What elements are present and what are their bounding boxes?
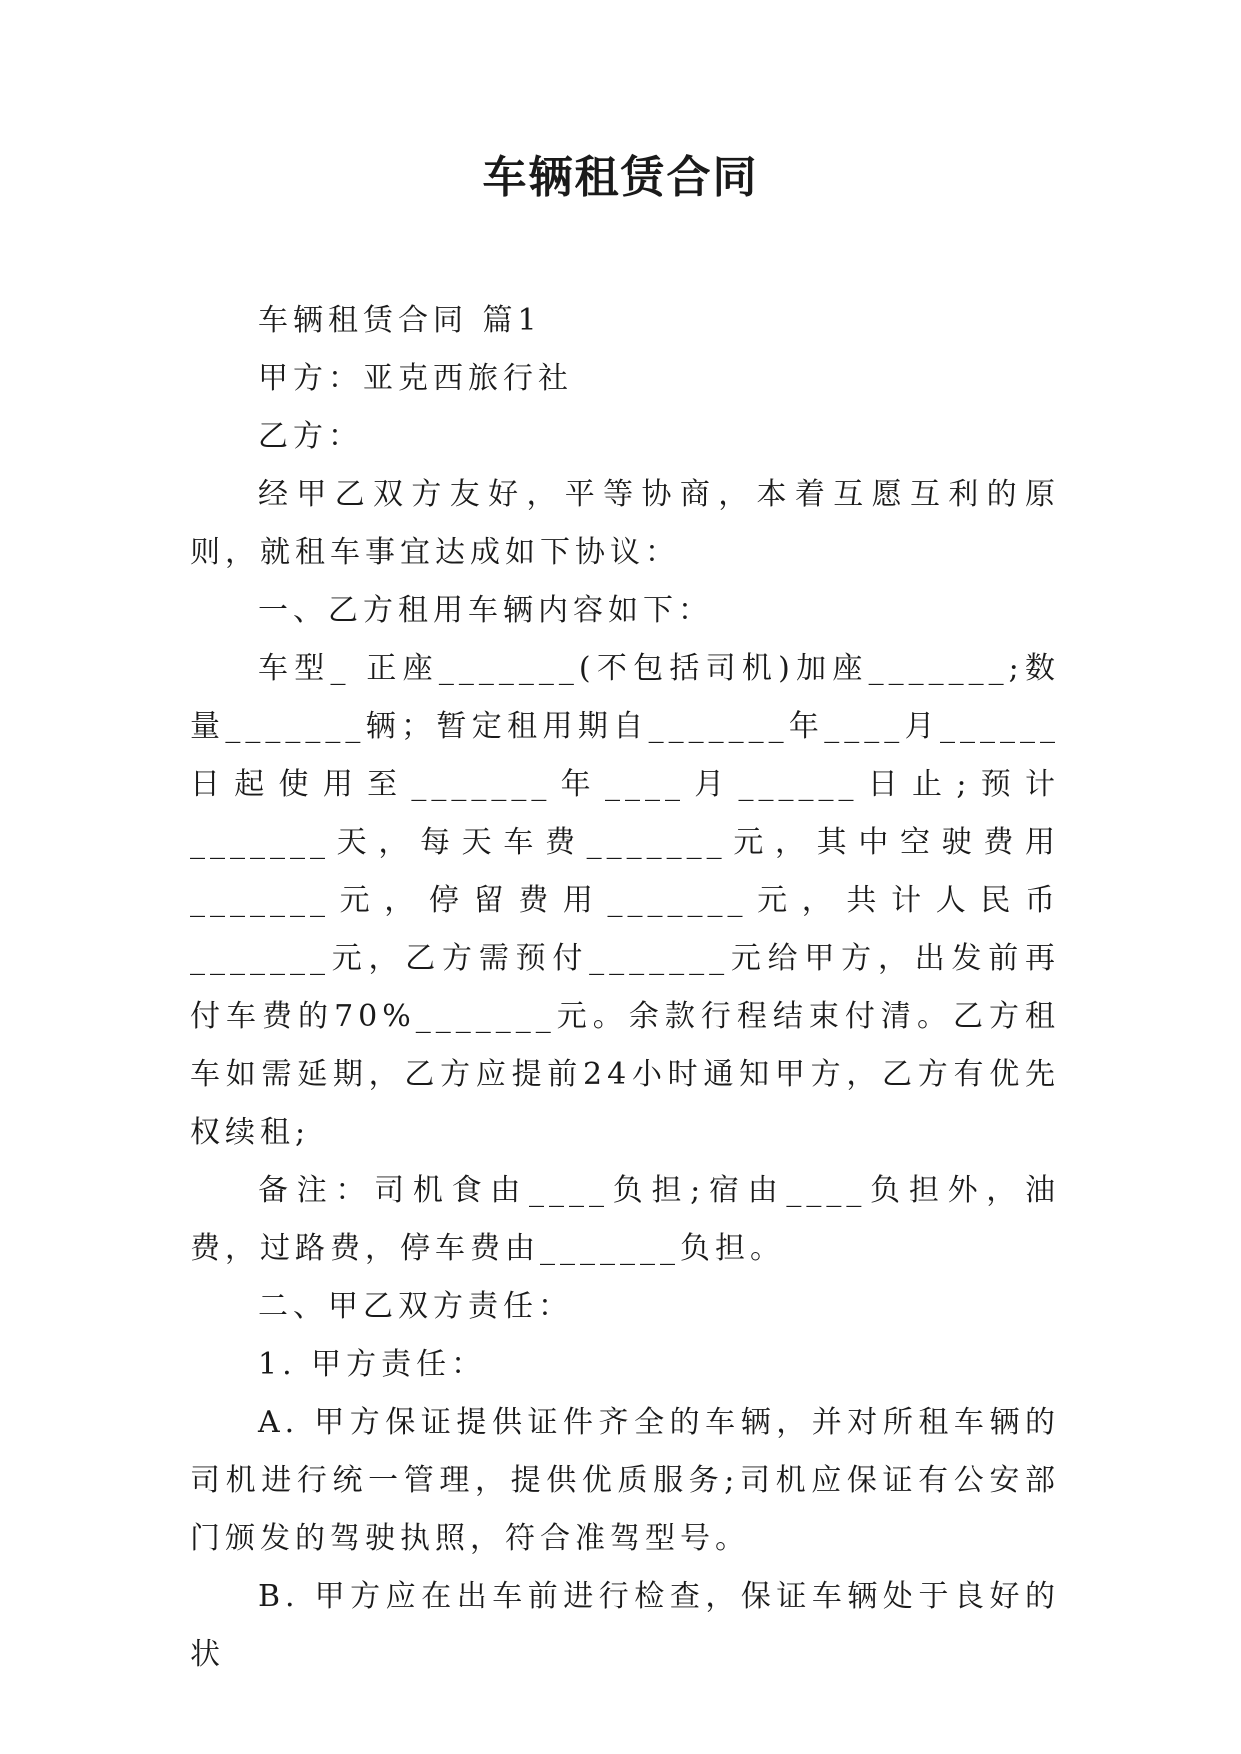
preamble-paragraph: 经甲乙双方友好，平等协商，本着互愿互利的原则，就租车事宜达成如下协议： xyxy=(190,477,1060,570)
duty-b-paragraph: B. 甲方应在出车前进行检查，保证车辆处于良好的状 xyxy=(190,1579,1060,1672)
document-body xyxy=(190,292,1060,1684)
document-title: 车辆租赁合同 xyxy=(482,152,759,203)
remarks-paragraph: 备注：司机食由____负担;宿由____负担外，油费，过路费，停车费由_______负担。 xyxy=(190,1173,1060,1266)
clause-2-heading: 二、甲乙双方责任： xyxy=(258,1289,573,1324)
rental-terms-paragraph: 车型_ 正座_______(不包括司机)加座_______;数量_______辆；暂定租用期自_______年____月______日起使用至_______年____月______日止;预计_______天，每天车费_______元，其中空驶费用_______元，停留费用_______元，共计人民币_______元，乙方需预付_______元给甲方，出发前再付车费的70%_______元。余款行程结束付清。乙方租车如需延期，乙方应提前24小时通知甲方，乙方有优先权续租; xyxy=(190,651,1060,1150)
duty-a-paragraph: A. 甲方保证提供证件齐全的车辆，并对所租车辆的司机进行统一管理，提供优质服务;司机应保证有公安部门颁发的驾驶执照，符合准驾型号。 xyxy=(190,1405,1060,1556)
party-a-duty-heading: 1. 甲方责任： xyxy=(258,1347,487,1382)
party-b-line: 乙方： xyxy=(258,419,363,454)
section-heading: 车辆租赁合同 篇1 xyxy=(258,303,542,338)
clause-1-heading: 一、乙方租用车辆内容如下： xyxy=(258,593,713,628)
party-a-line: 甲方：亚克西旅行社 xyxy=(258,361,573,396)
